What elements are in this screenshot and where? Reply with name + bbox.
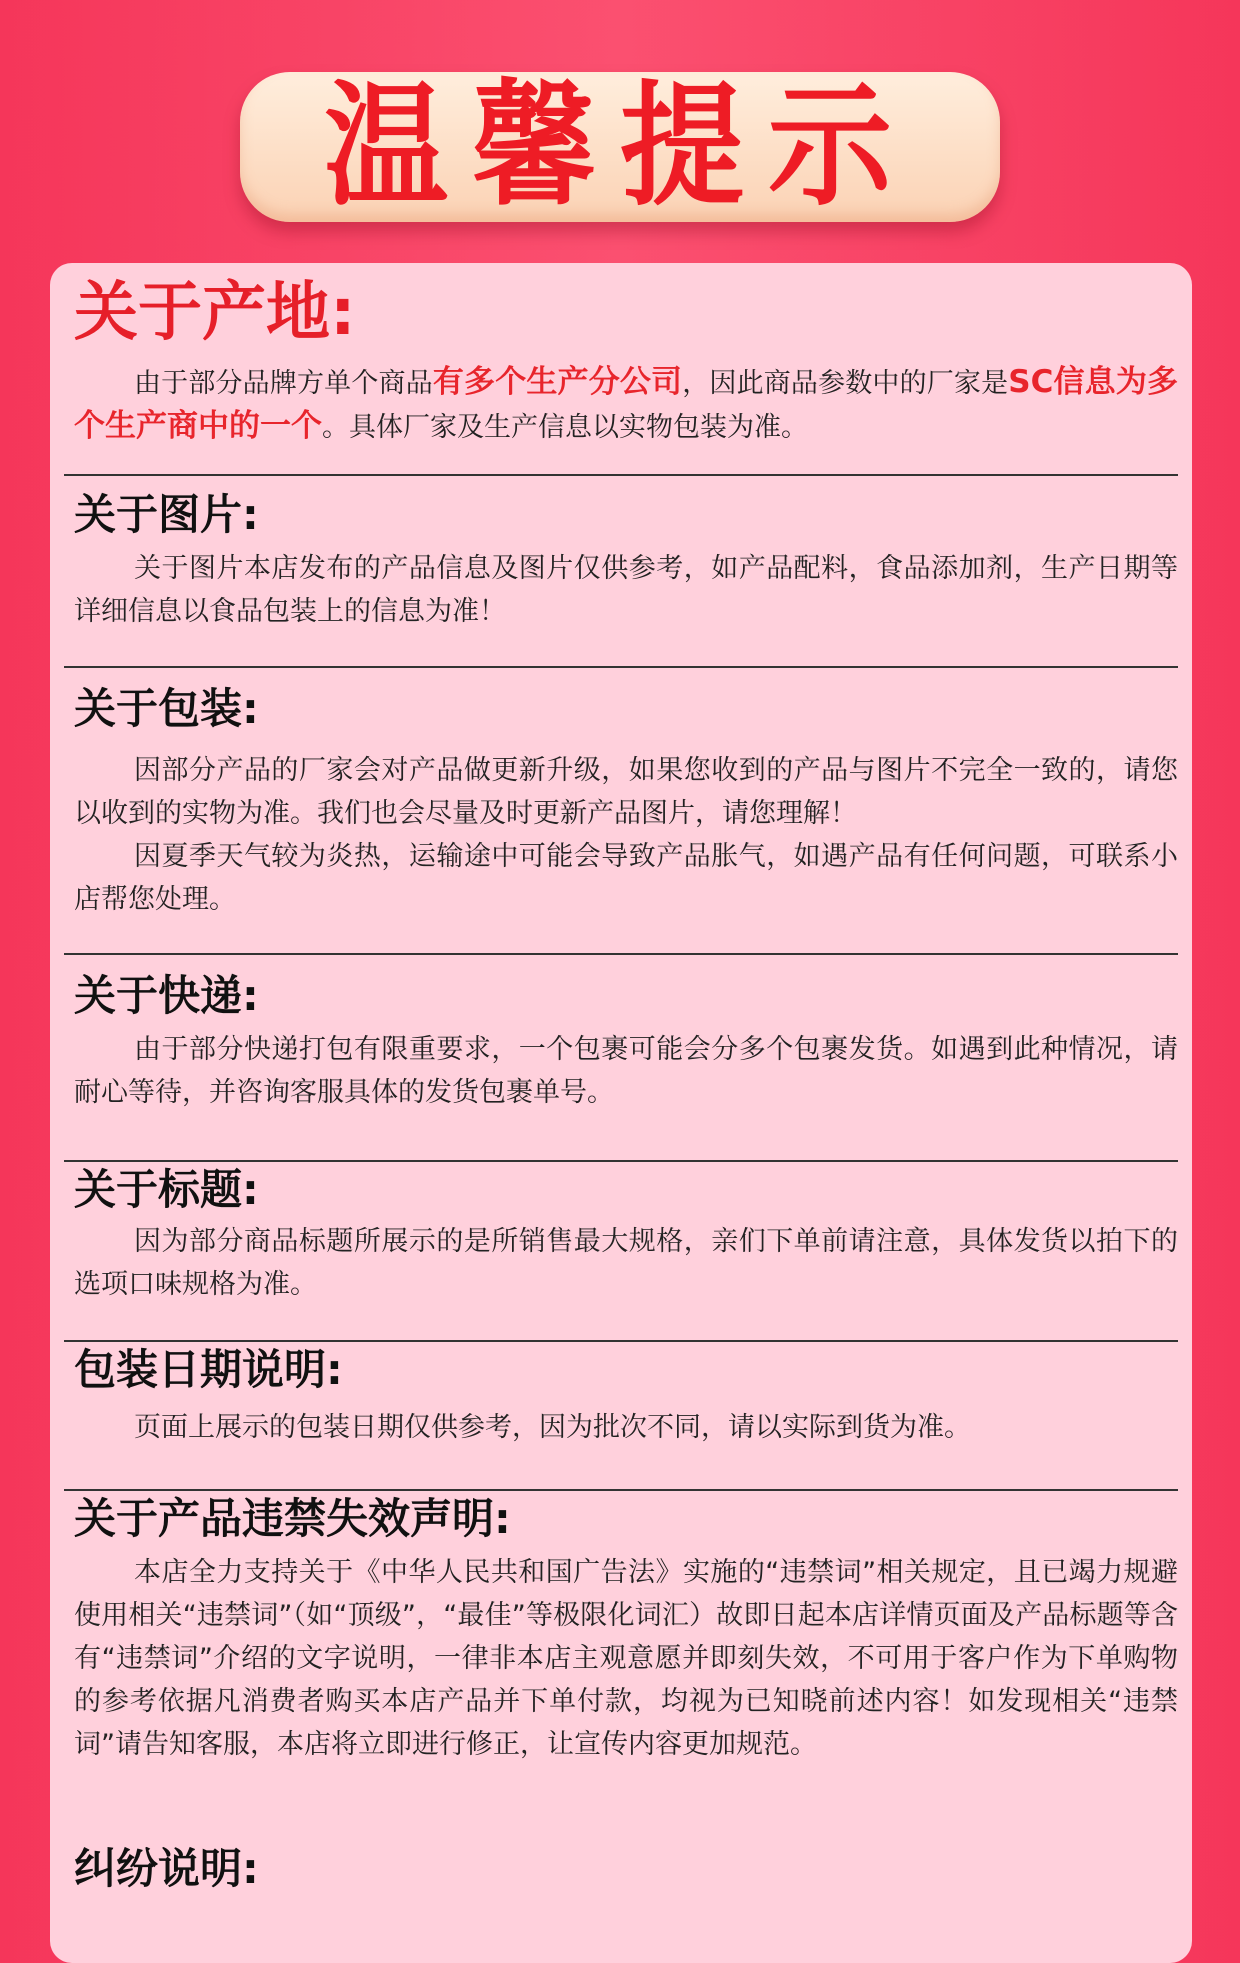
- banner-title: 温馨提示: [323, 69, 916, 225]
- section-prohibited-words: [74, 1493, 1178, 1766]
- origin-highlight-2: SC信息为多个生产商中的一个: [74, 364, 1179, 444]
- section-text: 因为部分商品标题所展示的是所销售最大规格，亲们下单前请注意，具体发货以拍下的选项口味规格为准。: [74, 1226, 1178, 1300]
- section-packaging: [74, 683, 1178, 921]
- section-heading: 包装日期说明:: [74, 1345, 343, 1394]
- section-packaging-date: [74, 1344, 1178, 1449]
- section-images: [74, 489, 1178, 633]
- section-text: 页面上展示的包装日期仅供参考，因为批次不同，请以实际到货为准。: [134, 1412, 971, 1443]
- section-heading: 关于产地:: [74, 276, 356, 350]
- section-heading: 关于产品违禁失效声明:: [74, 1494, 511, 1543]
- divider: [64, 1489, 1178, 1491]
- section-text: 因夏季天气较为炎热，运输途中可能会导致产品胀气，如遇产品有任何问题，可联系小店帮您处理。: [74, 841, 1178, 915]
- section-text: [74, 361, 1178, 449]
- section-text: 因部分产品的厂家会对产品做更新升级，如果您收到的产品与图片不完全一致的，请您以收到的实物为准。我们也会尽量及时更新产品图片，请您理解！: [74, 755, 1178, 829]
- title-banner: [240, 69, 1000, 225]
- section-heading: 关于快递:: [74, 971, 259, 1020]
- divider: [64, 666, 1178, 668]
- section-text: 由于部分快递打包有限重要求，一个包裹可能会分多个包裹发货。如遇到此种情况，请耐心等待，并咨询客服具体的发货包裹单号。: [74, 1034, 1178, 1108]
- origin-text-c: 。具体厂家及生产信息以实物包装为准。: [322, 412, 808, 443]
- section-text: 本店全力支持关于《中华人民共和国广告法》实施的“违禁词”相关规定，且已竭力规避使用相关“违禁词”（如“顶级”，“最佳”等极限化词汇）故即日起本店详情页面及产品标题等含有“违禁词”介绍的文字说明，一律非本店主观意愿并即刻失效，不可用于客户作为下单购物的参考依据凡消费者购买本店产品并下单付款，均视为已知晓前述内容！如发现相关“违禁词”请告知客服，本店将立即进行修正，让宣传内容更加规范。: [74, 1557, 1178, 1760]
- notice-card: [50, 263, 1192, 1963]
- section-disputes: [74, 1843, 1178, 1895]
- section-title-info: [74, 1164, 1178, 1306]
- divider: [64, 1340, 1178, 1342]
- section-heading: 关于标题:: [74, 1165, 259, 1214]
- section-text: 关于图片本店发布的产品信息及图片仅供参考，如产品配料，食品添加剂，生产日期等详细信息以食品包装上的信息为准！: [74, 553, 1178, 627]
- section-heading: 关于图片:: [74, 490, 259, 539]
- section-heading: 关于包装:: [74, 684, 259, 733]
- divider: [64, 953, 1178, 955]
- section-origin: [74, 277, 1178, 449]
- origin-text-b: ，因此商品参数中的厂家是: [682, 368, 1009, 399]
- divider: [64, 474, 1178, 476]
- origin-text-a: 由于部分品牌方单个商品: [134, 368, 433, 399]
- section-heading: 纠纷说明:: [74, 1844, 259, 1893]
- section-delivery: [74, 970, 1178, 1114]
- divider: [64, 1160, 1178, 1162]
- origin-highlight-1: 有多个生产分公司: [432, 364, 683, 400]
